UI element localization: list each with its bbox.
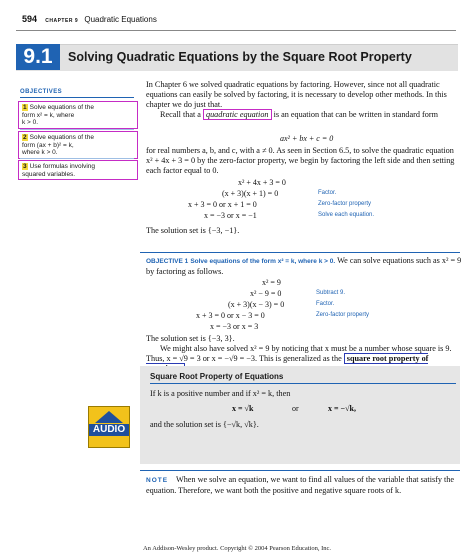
recall-text: is an equation that can be written in standard form bbox=[273, 110, 438, 119]
chapter-title: Quadratic Equations bbox=[84, 15, 157, 24]
objective-1-paragraph bbox=[146, 256, 462, 277]
note-label: NOTE bbox=[146, 477, 169, 484]
property-eq-or: or bbox=[292, 404, 299, 413]
objective-number: 2 bbox=[23, 134, 27, 141]
step-annotation: Zero-factor property bbox=[318, 201, 372, 207]
audio-label: AUDIO bbox=[89, 424, 129, 436]
objective-text: where k > 0. bbox=[22, 149, 58, 156]
objective-1-label: OBJECTIVE 1 bbox=[146, 258, 189, 265]
objective-text: Solve equations of the bbox=[29, 104, 94, 111]
property-eq-negative: x = −√k, bbox=[328, 404, 356, 413]
property-line-3: and the solution set is {−√k, √k}. bbox=[150, 420, 259, 429]
running-header bbox=[22, 14, 157, 24]
step-annotation: Zero-factor property bbox=[316, 312, 370, 318]
note-text: When we solve an equation, we want to find all values of the variable that satisfy the equation. Therefore, we want both the positive and negative square roots of k. bbox=[146, 475, 455, 495]
solution-set-2: The solution set is {−3, 3}. bbox=[146, 334, 235, 343]
note-paragraph bbox=[146, 475, 456, 496]
equation-line: x + 3 = 0 or x − 3 = 0 bbox=[196, 311, 265, 320]
objective-1-text: We can solve equations such as x² = 9 by factoring as follows. bbox=[146, 256, 462, 276]
objectives-heading: OBJECTIVES bbox=[20, 89, 134, 98]
property-box-rule bbox=[150, 383, 456, 384]
objective-item-2[interactable] bbox=[18, 131, 138, 159]
objective-text: form (ax + b)² = k, bbox=[22, 141, 74, 149]
equation-line: (x + 3)(x − 3) = 0 bbox=[228, 300, 285, 309]
square-root-property-term[interactable]: square root property of bbox=[146, 353, 428, 374]
section-number: 9.1 bbox=[16, 44, 60, 70]
objective-divider bbox=[20, 129, 134, 130]
copyright-footer: An Addison-Wesley product. Copyright © 2004 Pearson Education, Inc. bbox=[142, 545, 331, 552]
equation-line: x = −3 or x = −1 bbox=[204, 211, 257, 220]
step-annotation: Subtract 9. bbox=[316, 290, 346, 296]
audio-icon[interactable] bbox=[88, 406, 130, 448]
objective-item-3[interactable] bbox=[18, 160, 138, 180]
objective-text: Solve equations of the bbox=[29, 134, 94, 141]
property-line-1: If k is a positive number and if x² = k, then bbox=[150, 389, 291, 398]
objective-1-rule bbox=[140, 252, 460, 253]
step-annotation: Factor. bbox=[316, 301, 335, 307]
equation-line: x² − 9 = 0 bbox=[250, 289, 282, 298]
intro-paragraph: In Chapter 6 we solved quadratic equations by factoring. However, since not all quadratic equations can easily be solved by factoring, it is necessary to develop other methods. In this chapter we do just that. bbox=[146, 80, 447, 109]
equation-line: x² = 9 bbox=[262, 278, 281, 287]
objective-text: k > 0. bbox=[22, 119, 39, 126]
objective-text: Use formulas involving bbox=[29, 163, 96, 170]
objective-1-title: Solve equations of the form x² = k, where k > 0. bbox=[190, 258, 336, 265]
recall-paragraph bbox=[146, 110, 462, 120]
section-title: Solving Quadratic Equations by the Square Root Property bbox=[68, 50, 412, 64]
equation-line: x² + 4x + 3 = 0 bbox=[238, 178, 286, 187]
equation-line: x = −3 or x = 3 bbox=[210, 322, 259, 331]
solution-set-1: The solution set is {−3, −1}. bbox=[146, 226, 240, 235]
objective-divider bbox=[20, 158, 134, 159]
step-annotation: Factor. bbox=[318, 190, 337, 196]
step-annotation: Solve each equation. bbox=[318, 212, 375, 218]
property-eq-positive: x = √k bbox=[232, 404, 254, 413]
factoring-paragraph: for real numbers a, b, and c, with a ≠ 0. As seen in Section 6.5, to solve the quadratic equation x² + 4x + 3 = 0 by the zero-factor property, we begin by factoring the left side and then setting each factor equal to 0. bbox=[146, 146, 455, 175]
recall-text: Recall that a bbox=[160, 110, 201, 119]
chapter-label: CHAPTER 9 bbox=[45, 18, 79, 24]
quadratic-equation-term[interactable]: quadratic equation bbox=[203, 109, 272, 120]
equation-line: x + 3 = 0 or x + 1 = 0 bbox=[188, 200, 257, 209]
standard-form-equation: ax² + bx + c = 0 bbox=[280, 134, 334, 143]
audio-triangle-icon bbox=[95, 411, 123, 423]
page-number: 594 bbox=[22, 14, 38, 24]
property-box-title: Square Root Property of Equations bbox=[150, 372, 284, 381]
equation-line: (x + 3)(x + 1) = 0 bbox=[222, 189, 279, 198]
objective-number: 3 bbox=[23, 163, 27, 170]
objective-text: squared variables. bbox=[22, 170, 76, 178]
objective-item-1[interactable] bbox=[18, 101, 138, 129]
objective-text: form x² = k, where bbox=[22, 111, 75, 119]
objective-number: 1 bbox=[23, 104, 27, 111]
header-rule bbox=[16, 30, 456, 31]
generalization-text: We might also have solved x² = 9 by noticing that x must be a number whose square is 9. Thus, x = √9 = 3 or x = −√9 = −3. This is generalized as the bbox=[146, 344, 452, 363]
